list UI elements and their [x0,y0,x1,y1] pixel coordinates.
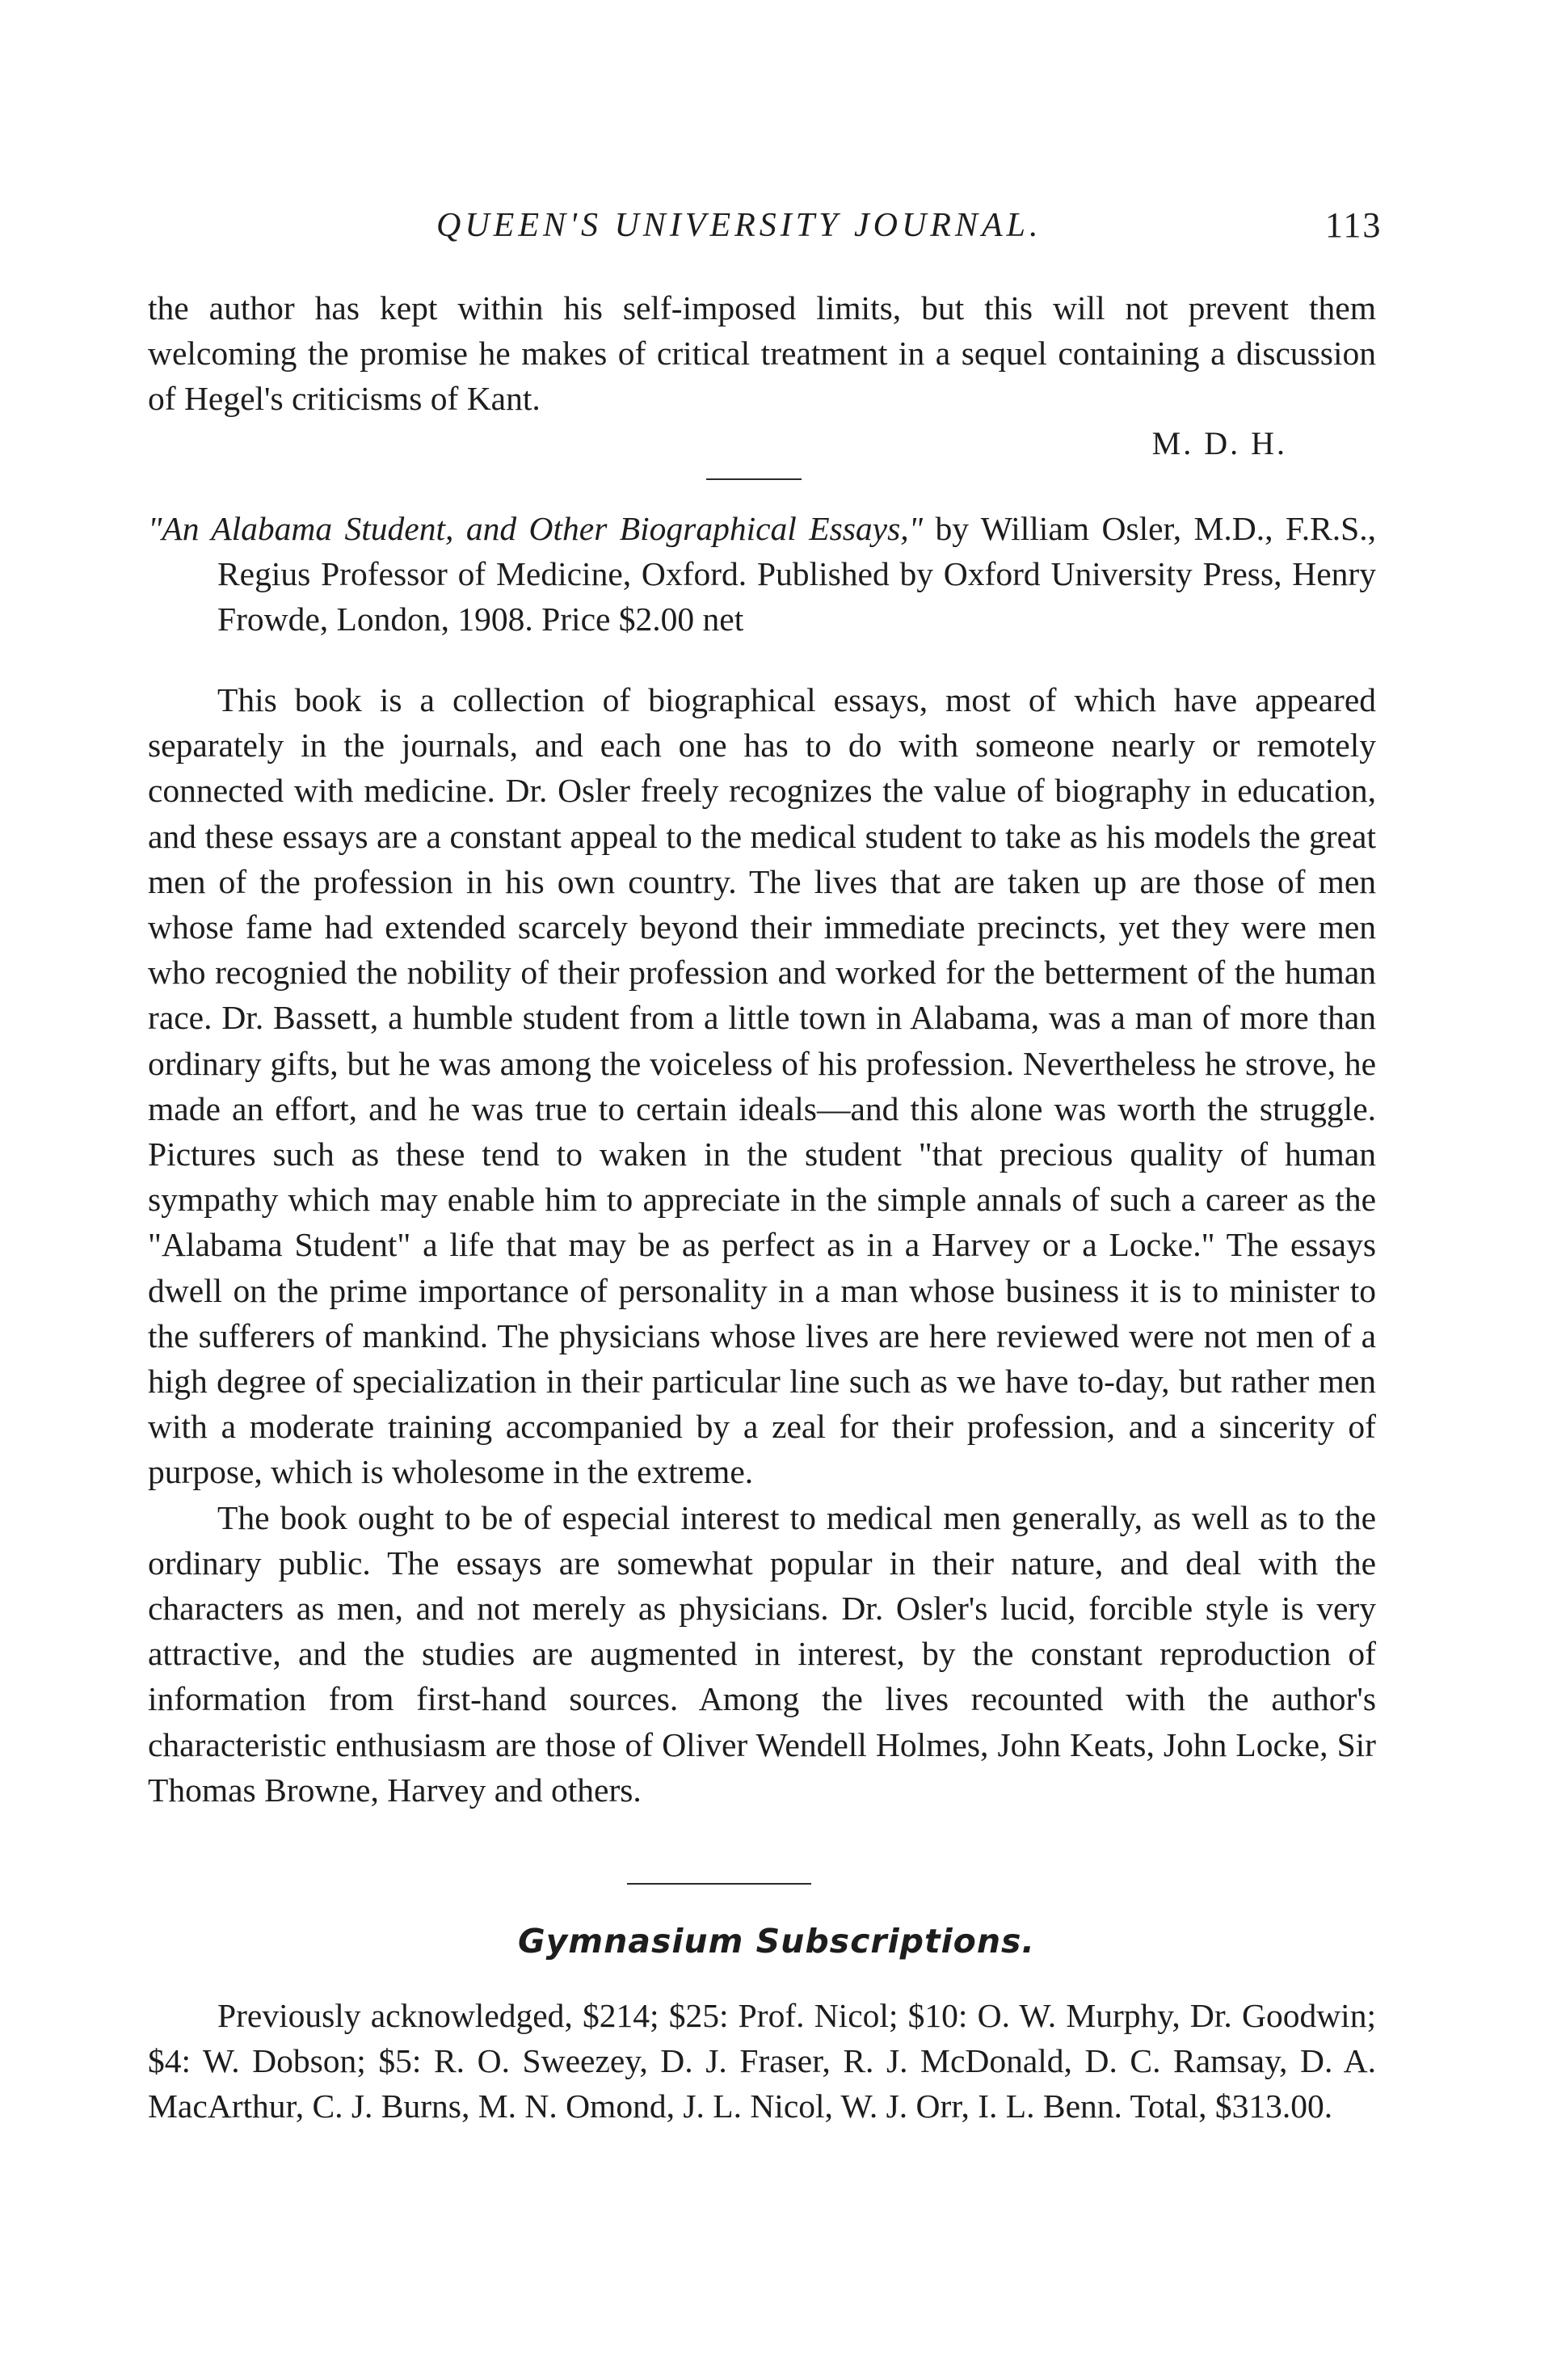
book-title: "An Alabama Student, and Other Biographical Essays," [148,510,924,547]
book-publication-details: by William Osler, M.D., F.R.S., Regius Professor of Medicine, Oxford. Published by Oxford University Press, Henry Frowde, London, 1908. Price $2.00 net [217,510,1376,638]
book-citation [148,506,1376,642]
section-divider [706,478,802,480]
gymnasium-heading: Gymnasium Subscriptions. [518,1922,1035,1961]
review-signature: M. D. H. [1151,425,1287,461]
section-divider [627,1883,811,1885]
page-number: 113 [1325,205,1383,245]
continuation-paragraph: the author has kept within his self-imposed limits, but this will not prevent them welcoming the promise he makes of critical treatment in a sequel containing a discussion of Hegel's criticisms of Kant. [148,289,1376,417]
book-review-body [148,677,1376,1813]
running-head-title: QUEEN'S UNIVERSITY JOURNAL. [436,207,1042,244]
subscriptions-paragraph: Previously acknowledged, $214; $25: Prof. Nicol; $10: O. W. Murphy, Dr. Goodwin; $4: W. Dobson; $5: R. O. Sweezey, D. J. Fraser, R. J. McDonald, D. C. Ramsay, D. A. MacArthur, C. J. Burns, M. N. Omond, J. L. Nicol, W. J. Orr, I. L. Benn. Total, $313.00. [148,1997,1376,2125]
subscriptions-list [148,1993,1376,2129]
review-paragraph: This book is a collection of biographical essays, most of which have appeared separately in the journals, and each one has to do with someone nearly or remotely connected with medicine. Dr. Osler freely recognizes the value of biography in education, and these essays are a constant appeal to the medical student to take as his models the great men of the profession in his own country. The lives that are taken up are those of men whose fame had extended scarcely beyond their immediate precincts, yet they were men who recognied the nobility of their profession and worked for the betterment of the human race. Dr. Bassett, a humble student from a little town in Alabama, was a man of more than ordinary gifts, but he was among the voiceless of his profession. Nevertheless he strove, he made an effort, and he was true to certain ideals—and this alone was worth the struggle. Pictures such as these tend to waken in the student "that precious quality of human sympathy which may enable him to appreciate in the simple annals of such a career as the "Alabama Student" a life that may be as perfect as in a Harvey or a Locke." The essays dwell on the prime importance of personality in a man whose business it is to minister to the sufferers of mankind. The physicians whose lives are here reviewed were not men of a high degree of specialization in their particular line such as we have to-day, but rather men with a moderate training accompanied by a zeal for their profession, and a sincerity of purpose, which is wholesome in the extreme. [148,681,1376,1491]
previous-review-ending [148,285,1376,466]
review-paragraph: The book ought to be of especial interest to medical men generally, as well as to the ordinary public. The essays are somewhat popular in their nature, and deal with the characters as men, and not merely as physicians. Dr. Osler's lucid, forcible style is very attractive, and the studies are augmented in interest, by the constant reproduction of information from first-hand sources. Among the lives recounted with the author's characteristic enthusiasm are those of Oliver Wendell Holmes, John Keats, John Locke, Sir Thomas Browne, Harvey and others. [148,1498,1376,1809]
